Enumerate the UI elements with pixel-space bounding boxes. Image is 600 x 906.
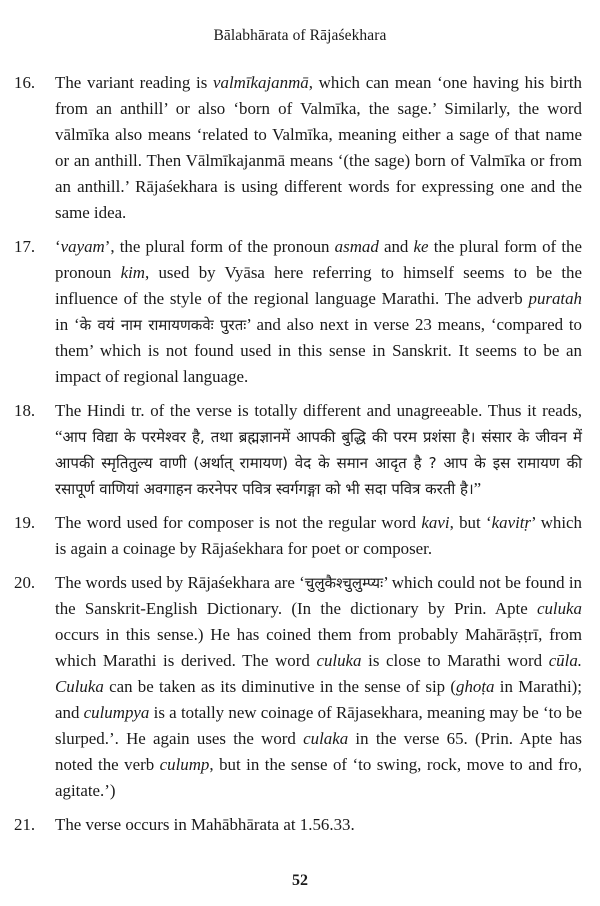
endnote-text (55, 812, 582, 838)
endnote-number: 16. (14, 73, 36, 92)
note-text-run: ’ which is again a coinage by Rājaśekhara for poet or composer. (55, 513, 582, 558)
devanagari-text: आप विद्या के परमेश्वर है, तथा ब्रह्मज्ञानमें आपकी बुद्धि की परम प्रशंसा है। संसार के जीवन में आपकी स्मृतितुल्य वाणी (अर्थात् रामायण) वेद के समान आदृत है ? आप के इस रामायण की रसापूर्ण वाणियां अवगाहन करनेपर पवित्र स्वर्गगङ्गा को भी सदा पवित्र करती है। (55, 428, 582, 498)
note-text-run: , but ‘ (449, 513, 492, 532)
endnote-number: 20. (14, 573, 36, 592)
italic-term: valmīkajanmā (213, 73, 309, 92)
endnote-number: 21. (14, 815, 36, 834)
note-text-run: in the verse 65. (Prin. Apte has noted the verb (55, 729, 582, 774)
italic-term: kavitṛ (491, 513, 532, 532)
note-text-run: ’ and also next in verse 23 means, ‘compared to them’ which is not found used in this sense in Sanskrit. It seems to be an impact of regional language. (55, 315, 582, 386)
note-text-run: , used by Vyāsa here referring to himself seems to be the influence of the style of the regional language Marathi. The adverb (55, 263, 582, 308)
endnote-text (55, 70, 582, 226)
note-text-run: is a totally new coinage of Rājasekhara, meaning may be ‘to be slurped.’. He again uses the word (55, 703, 582, 748)
note-text-run: is close to Marathi word (361, 651, 549, 670)
italic-term: ke (413, 237, 429, 256)
note-text-run: The verse occurs in Mahābhārata at 1.56.33. (55, 815, 355, 834)
italic-term: puratah (528, 289, 582, 308)
endnote (14, 510, 582, 562)
italic-term: kim (120, 263, 145, 282)
devanagari-text: चुलुकैश्चुलुम्प्यः (304, 574, 384, 592)
italic-term: culump (159, 755, 210, 774)
note-text-run: The variant reading is (55, 73, 214, 92)
devanagari-text: के वयं नाम रामायणकवेः पुरतः (79, 316, 247, 334)
note-text-run: and (378, 237, 414, 256)
note-text-run: The Hindi tr. of the verse is totally different and unagreeable. Thus it reads, “ (55, 401, 582, 446)
note-text-run: can be taken as its diminutive in the sense of sip ( (103, 677, 457, 696)
endnote-number: 18. (14, 401, 36, 420)
note-text-run: in Marathi); and (55, 677, 582, 722)
endnote-number: 17. (14, 237, 36, 256)
endnote-text (55, 398, 582, 502)
running-head: Bālabhārata of Rājaśekhara (213, 27, 387, 44)
endnote (14, 570, 582, 804)
note-text-run: ‘ (55, 237, 61, 256)
note-text-run: The word used for composer is not the regular word (55, 513, 422, 532)
endnotes-list (14, 70, 582, 846)
note-text-run: , but in the sense of ‘to swing, rock, move to and fro, agitate.’) (55, 755, 582, 800)
note-text-run: ’ which could not be found in the Sanskrit-English Dictionary. (In the dictionary by Prin. Apte (55, 573, 582, 618)
italic-term: ghoṭa (456, 677, 495, 696)
note-text-run: occurs in this sense.) He has coined them from probably Mahārāṣṭrī, from which Marathi is derived. The word (55, 625, 582, 670)
italic-term: culuka (316, 651, 362, 670)
endnote (14, 234, 582, 390)
note-text-run: ” (473, 479, 482, 498)
endnote (14, 70, 582, 226)
note-text-run: , which can mean ‘one having his birth from an anthill’ or also ‘born of Valmīka, the sage.’ Similarly, the word vālmīka also means ‘related to Valmīka, meaning either a sage of that name or an anthill. Then Vālmīkajanmā means ‘(the sage) born of Valmīka or from an anthill.’ Rājaśekhara is using different words for expressing one and the same idea. (55, 73, 582, 222)
italic-term: vayam (60, 237, 105, 256)
note-text-run: in ‘ (55, 315, 80, 334)
endnote-text (55, 570, 582, 804)
endnote (14, 398, 582, 502)
italic-term: cūla. Culuka (55, 651, 582, 696)
note-text-run: ’, the plural form of the pronoun (104, 237, 335, 256)
note-text-run: The words used by Rājaśekhara are ‘ (55, 573, 305, 592)
italic-term: culuka (536, 599, 582, 618)
endnote (14, 812, 582, 838)
italic-term: asmad (334, 237, 379, 256)
italic-term: kavi (421, 513, 450, 532)
endnote-text (55, 510, 582, 562)
italic-term: culumpya (83, 703, 150, 722)
endnote-number: 19. (14, 513, 36, 532)
page-number: 52 (292, 872, 308, 889)
note-text-run: the plural form of the pronoun (55, 237, 582, 282)
endnote-text (55, 234, 582, 390)
italic-term: culaka (303, 729, 349, 748)
